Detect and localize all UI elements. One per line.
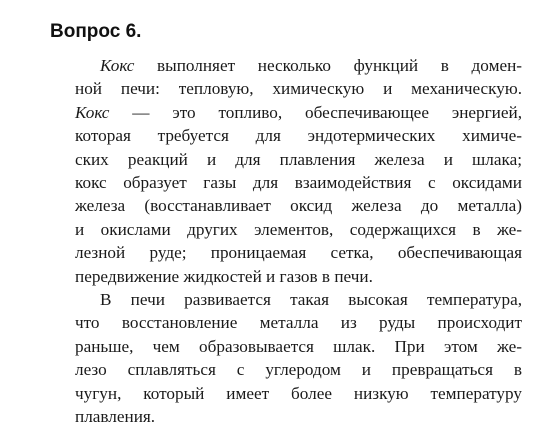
text-line: ских реакций и для плавления железа и шлака;	[75, 149, 522, 169]
text-line: ной печи: тепловую, химическую и механическую.	[75, 79, 522, 99]
emphasis-term: Кокс	[75, 102, 110, 122]
text-line: лезной руде; проницаемая сетка, обеспечивающая	[75, 243, 522, 263]
text-line: передвижение жидкостей и газов в печи.	[75, 266, 373, 286]
text-line-content: — это топливо, обеспечивающее энергией,	[109, 102, 522, 122]
text-line: что восстановление металла из руды происходит	[75, 313, 522, 333]
emphasis-term: Кокс	[100, 56, 135, 75]
text-line	[50, 101, 522, 124]
paragraph-temperature	[50, 288, 522, 428]
text-line: и окислами других элементов, содержащихся в же-	[75, 219, 522, 239]
text-line: плавления.	[75, 407, 156, 427]
text-line: лезо сплавляться с углеродом и превращаться в	[75, 360, 522, 380]
text-line: кокс образует газы для взаимодействия с оксидами	[75, 173, 522, 193]
text-line: железа (восстанавливает оксид железа до металла)	[75, 196, 522, 216]
text-line	[50, 54, 522, 77]
text-line: В печи развивается такая высокая температура,	[100, 290, 522, 310]
document-page	[50, 20, 522, 429]
question-heading: Вопрос 6.	[50, 21, 142, 42]
text-line-content: выполняет несколько функций в домен-	[134, 56, 522, 75]
text-line: чугун, который имеет более низкую температуру	[75, 383, 522, 403]
text-line: которая требуется для эндотермических химиче-	[75, 126, 522, 146]
paragraph-coke-functions	[50, 54, 522, 288]
text-line: раньше, чем образовывается шлак. При этом же-	[75, 336, 522, 356]
